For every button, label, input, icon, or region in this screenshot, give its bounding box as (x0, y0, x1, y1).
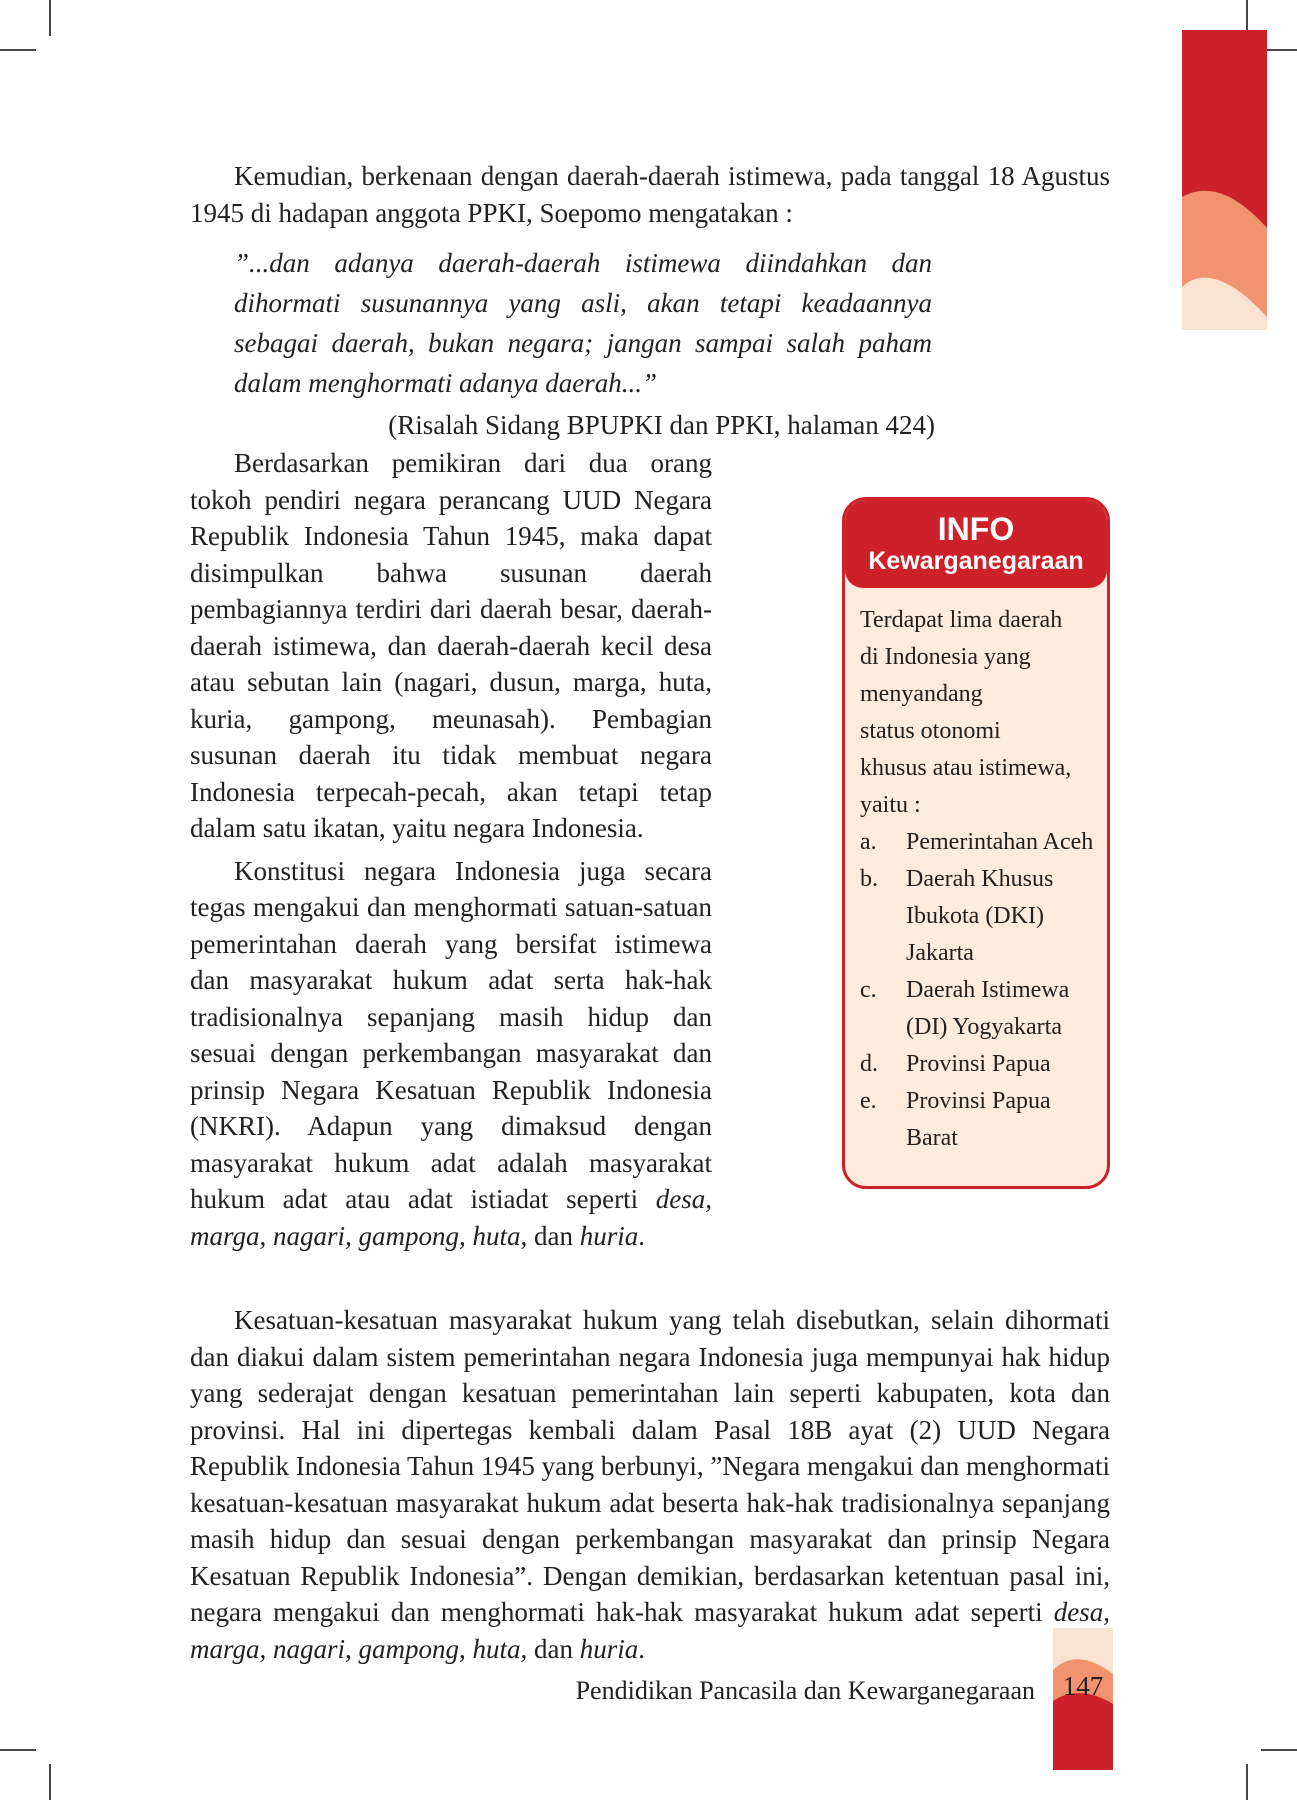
list-item-text: Daerah Khusus Ibukota (DKI) Jakarta (906, 866, 1054, 966)
info-kewarganegaraan-box (842, 497, 1110, 1189)
list-item-label: d. (860, 1051, 878, 1077)
list-item-label: b. (860, 866, 878, 892)
list-item (860, 1046, 1095, 1083)
paragraph-text-italic: huria (579, 1220, 639, 1251)
list-item (860, 972, 1095, 1046)
list-item-text: Daerah Istimewa (DI) Yogyakarta (906, 977, 1070, 1040)
info-intro-line: status otonomi (860, 718, 1001, 744)
paragraph-berdasarkan: Berdasarkan pemikiran dari dua orang tokoh pendiri negara perancang UUD Negara Republik Indonesia Tahun 1945, maka dapat disimpulkan bahwa susunan daerah pembagiannya terdiri dari daerah besar, daerah-daerah istimewa, dan daerah-daerah kecil desa atau sebutan lain (nagari, dusun, marga, huta, kuria, gampong, meunasah). Pembagian susunan daerah itu tidak membuat negara Indonesia terpecah-pecah, akan tetapi tetap dalam satu ikatan, yaitu negara Indonesia. (190, 448, 712, 843)
info-intro-line: menyandang (860, 681, 983, 707)
paragraph-text: Kesatuan-kesatuan masyarakat hukum yang telah disebutkan, selain dihormati dan diakui dalam sistem pemerintahan negara Indonesia juga mempunyai hak hidup yang sederajat dengan kesatuan pemerintahan lain seperti kabupaten, kota dan provinsi. Hal ini dipertegas kembali dalam Pasal 18B ayat (2) UUD Negara Republik Indonesia Tahun 1945 yang berbunyi, ”Negara mengakui dan menghormati kesatuan-kesatuan masyarakat hukum adat beserta hak-hak tradisionalnya sepanjang masih hidup dan sesuai dengan perkembangan masyarakat dan prinsip Negara Kesatuan Republik Indonesia”. Dengan demikian, berdasarkan ketentuan pasal ini, negara mengakui dan menghormati hak-hak masyarakat hukum adat seperti (190, 1305, 1110, 1627)
list-item-label: a. (860, 829, 877, 855)
info-intro-line: yaitu : (860, 792, 921, 818)
paragraph-text: dan (527, 1633, 580, 1664)
list-item-text: Pemerintahan Aceh (906, 829, 1094, 855)
crop-mark-bottom-left-vertical (49, 1764, 51, 1800)
footer-book-title: Pendidikan Pancasila dan Kewarganegaraan (575, 1676, 1035, 1705)
crop-mark-top-left-vertical (49, 0, 51, 36)
list-item-text: Provinsi Papua (906, 1051, 1051, 1077)
crop-mark-bottom-right-vertical (1246, 1764, 1248, 1800)
list-item-label: c. (860, 977, 877, 1003)
info-box-subtitle: Kewarganegaraan (868, 547, 1084, 575)
paragraph-kesatuan (190, 1302, 1110, 1667)
paragraph-intro: Kemudian, berkenaan dengan daerah-daerah istimewa, pada tanggal 18 Agustus 1945 di hadapan anggota PPKI, Soepomo mengatakan : (190, 161, 1110, 228)
soepomo-quote: ”...dan adanya daerah-daerah istimewa diindahkan dan dihormati susunannya yang asli, akan tetapi keadaannya sebagai daerah, bukan negara; jangan sampai salah paham dalam menghormati adanya daerah...” (234, 248, 932, 398)
info-box-body (845, 588, 1107, 1157)
list-item-text: Provinsi Papua Barat (906, 1088, 1051, 1151)
paragraph-text: dan (527, 1220, 580, 1251)
top-right-wave-banner (1182, 30, 1267, 330)
paragraph-text: Konstitusi negara Indonesia juga secara tegas mengakui dan menghormati satuan-satuan pemerintahan daerah yang bersifat istimewa dan masyarakat hukum adat serta hak-hak tradisionalnya sepanjang masih hidup dan sesuai dengan perkembangan masyarakat dan prinsip Negara Kesatuan Republik Indonesia (NKRI). Adapun yang dimaksud dengan masyarakat hukum adat adalah masyarakat hukum adat atau adat istiadat seperti (190, 855, 712, 1214)
list-item (860, 824, 1095, 861)
list-item (860, 861, 1095, 972)
list-item-label: e. (860, 1088, 877, 1114)
crop-mark-bottom-left-horizontal (0, 1749, 36, 1751)
paragraph-text: . (638, 1633, 646, 1664)
info-box-intro (860, 602, 1095, 824)
page-number: 147 (1062, 1671, 1104, 1701)
paragraph-text: . (638, 1220, 646, 1251)
info-box-title: INFO (937, 511, 1015, 547)
crop-mark-top-left-horizontal (0, 49, 36, 51)
info-intro-line: khusus atau istimewa, (860, 755, 1072, 781)
paragraph-text-italic: desa, marga, nagari, gampong, huta, (190, 1184, 712, 1251)
info-intro-line: di Indonesia yang (860, 644, 1031, 670)
info-intro-line: Terdapat lima daerah (860, 607, 1063, 633)
info-box-header (845, 500, 1107, 588)
article (190, 158, 1110, 1667)
quote-attribution: (Risalah Sidang BPUPKI dan PPKI, halaman 424) (388, 410, 935, 440)
paragraph-text-italic: huria (579, 1633, 639, 1664)
list-item (860, 1083, 1095, 1157)
crop-mark-bottom-right-horizontal (1261, 1749, 1297, 1751)
paragraph-text-italic: desa, marga, nagari, gampong, huta, (190, 1597, 1110, 1664)
wave-banner-graphic (1182, 30, 1267, 330)
